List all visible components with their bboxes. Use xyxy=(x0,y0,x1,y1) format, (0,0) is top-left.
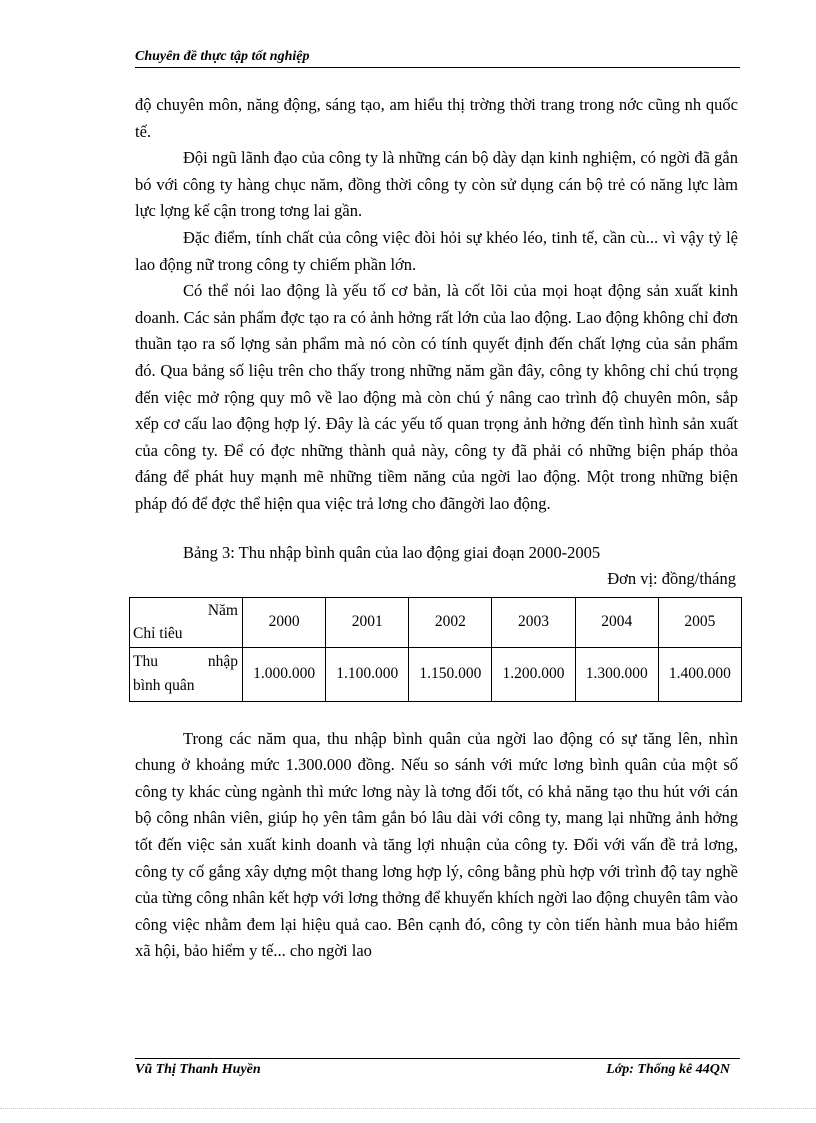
year-cell: 2000 xyxy=(243,597,326,647)
income-table xyxy=(129,597,742,702)
value-cell: 1.000.000 xyxy=(243,647,326,701)
footer-author: Vũ Thị Thanh Huyền xyxy=(135,1062,261,1077)
page-body xyxy=(135,92,738,965)
paragraph-5: Trong các năm qua, thu nhập bình quân của ngời lao động có sự tăng lên, nhìn chung ở khoảng mức 1.300.000 đồng. Nếu so sánh với mức lơng bình quân của một số công ty khác cùng ngành thì mức lơng này là tơng đối tốt, có khả năng tạo thu hút với cán bộ công nhân viên, giúp họ yên tâm gắn bó lâu dài với công ty, mang lại những ảnh hởng tốt đến việc sản xuất kinh doanh và tăng lợi nhuận của công ty. Đối với vấn đề trả lơng, công ty cố gắng xây dựng một thang lơng hợp lý, công bằng phù hợp với trình độ tay nghề của từng công nhân kết hợp với lơng thởng để khuyến khích ngời lao động chuyên tâm vào công việc nhằm đem lại hiệu quả cao. Bên cạnh đó, công ty còn tiến hành mua bảo hiểm xã hội, bảo hiểm y tế... cho ngời lao xyxy=(135,728,738,961)
paragraph-3: Đặc điểm, tính chất của công việc đòi hỏi sự khéo léo, tinh tế, cần cù... vì vậy tỷ lệ lao động nữ trong công ty chiếm phần lớn. xyxy=(135,227,738,274)
year-cell: 2001 xyxy=(326,597,409,647)
value-cell: 1.150.000 xyxy=(409,647,492,701)
value-cell: 1.400.000 xyxy=(658,647,741,701)
row-label-cell xyxy=(130,647,243,701)
year-cell: 2005 xyxy=(658,597,741,647)
page-header xyxy=(135,49,740,68)
row-label-part: nhập xyxy=(207,653,238,671)
year-cell: 2002 xyxy=(409,597,492,647)
table-unit: Đơn vị: đồng/tháng xyxy=(607,569,736,589)
row-label-part: bình quân xyxy=(133,677,195,695)
year-cell: 2004 xyxy=(575,597,658,647)
paragraph-4: Có thể nói lao động là yếu tố cơ bản, là cốt lõi của mọi hoạt động sản xuất kinh doanh. Các sản phẩm đợc tạo ra có ảnh hởng rất lớn của lao động. Lao động không chỉ đơn thuần tạo ra số lợng sản phẩm mà nó còn có tính quyết định đến chất lợng của sản phẩm đó. Qua bảng số liệu trên cho thấy trong những năm gần đây, công ty không chỉ chú trọng đến việc mở rộng quy mô về lao động mà còn chú ý nâng cao trình độ chuyên môn, sắp xếp cơ cấu lao động hợp lý. Đây là các yếu tố quan trọng ảnh hởng đến tình hình sản xuất của công ty. Để có đợc những thành quả này, công ty đã phải có những biện pháp thỏa đáng để phát huy mạnh mẽ những tiềm năng của ngời lao động. Một trong những biện pháp đó để đợc thể hiện qua việc trả lơng cho đãngời lao động. xyxy=(135,281,738,513)
table-corner-cell xyxy=(130,597,243,647)
value-cell: 1.100.000 xyxy=(326,647,409,701)
footer-divider xyxy=(135,1058,740,1059)
paragraph-1: độ chuyên môn, năng động, sáng tạo, am hiểu thị trờng thời trang trong nớc cũng nh quốc tế. xyxy=(135,95,738,141)
corner-year-label: Năm xyxy=(207,601,238,619)
table-header-row xyxy=(130,597,742,647)
table-caption: Bảng 3: Thu nhập bình quân của lao động giai đoạn 2000-2005 xyxy=(183,542,601,562)
table-row xyxy=(130,647,742,701)
footer-class: Lớp: Thống kê 44QN xyxy=(606,1062,730,1077)
value-cell: 1.200.000 xyxy=(492,647,575,701)
row-label-part: Thu xyxy=(133,653,158,671)
header-title: Chuyên đề thực tập tốt nghiệp xyxy=(135,49,310,64)
year-cell: 2003 xyxy=(492,597,575,647)
value-cell: 1.300.000 xyxy=(575,647,658,701)
corner-indicator-label: Chỉ tiêu xyxy=(133,624,183,642)
page-bottom-border xyxy=(0,1108,816,1109)
paragraph-2: Đội ngũ lãnh đạo của công ty là những cán bộ dày dạn kinh nghiệm, có ngời đã gắn bó với công ty hàng chục năm, đồng thời công ty còn sử dụng cán bộ trẻ có năng lực làm lực lợng kế cận trong tơng lai gần. xyxy=(135,148,738,221)
